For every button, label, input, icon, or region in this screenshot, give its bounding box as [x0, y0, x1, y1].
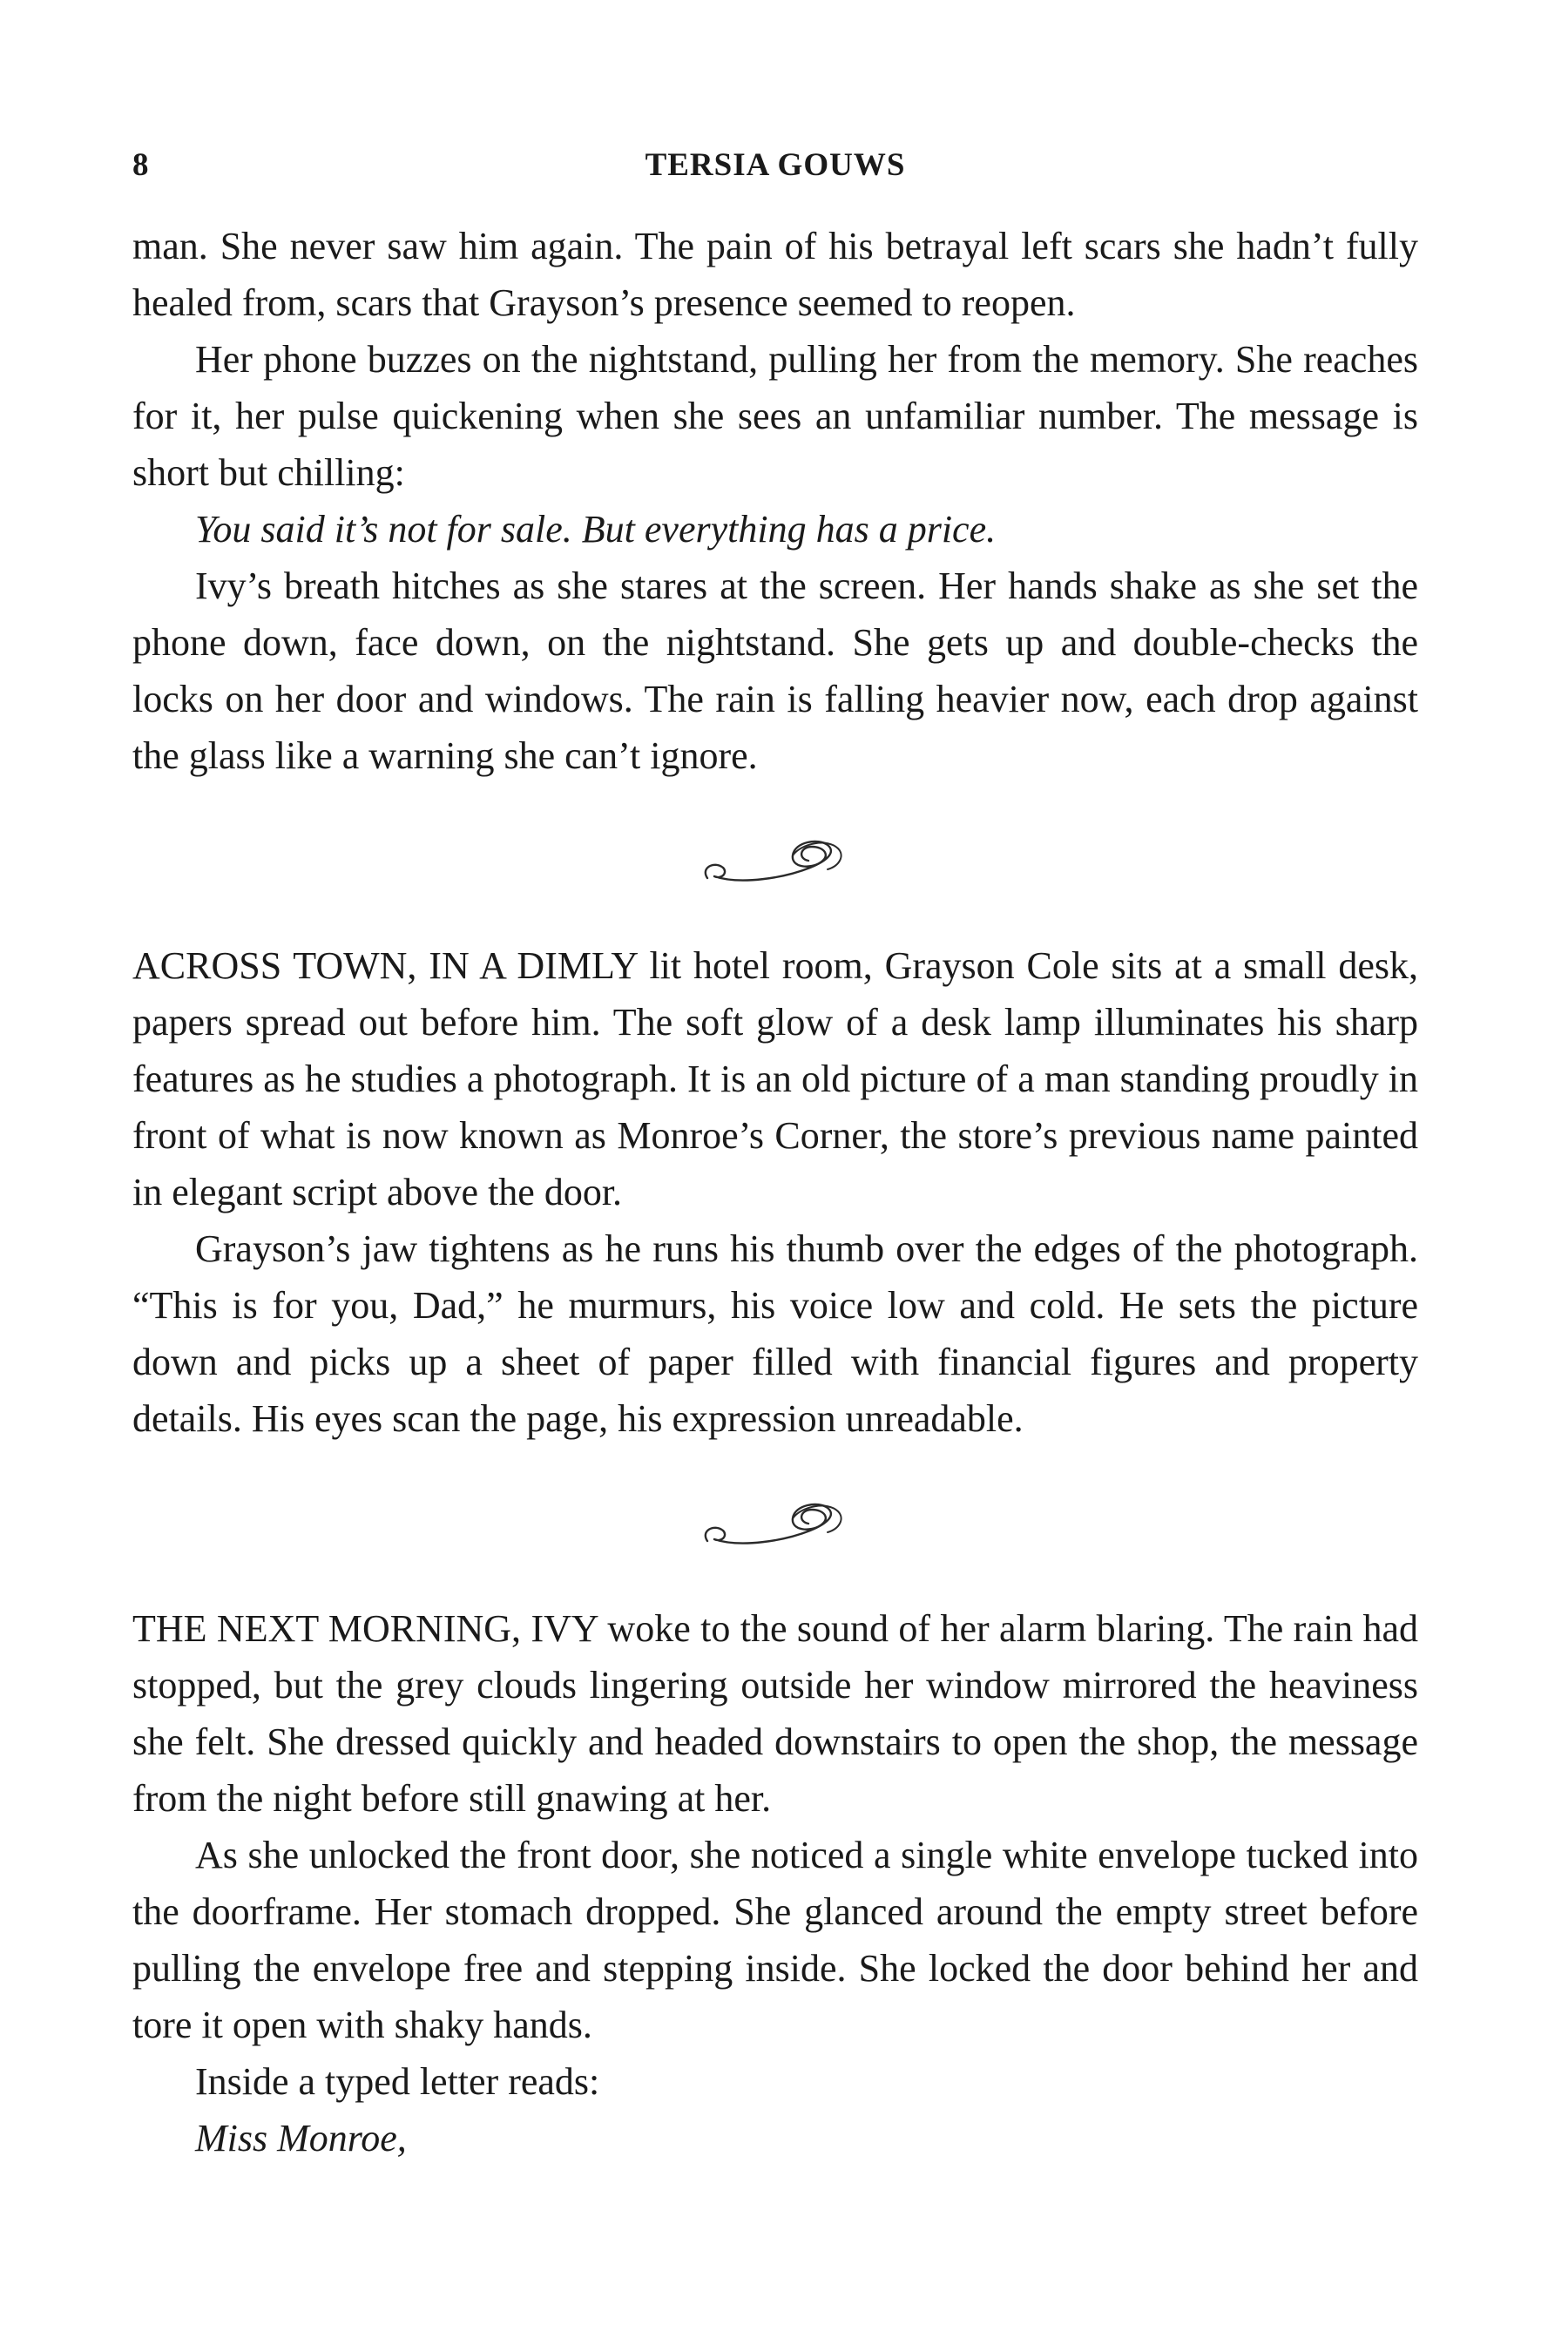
- paragraph: Her phone buzzes on the nightstand, pulling her from the memory. She reaches for it, her pulse quickening when she sees an unfamiliar number. The message is short but chilling:: [132, 338, 1418, 494]
- paragraph: ACROSS TOWN, IN A DIMLY lit hotel room, Grayson Cole sits at a small desk, papers spread out before him. The soft glow of a desk lamp illuminates his sharp features as he studies a photograph. It is an old picture of a man standing proudly in front of what is now known as Monroe’s Corner, the store’s previous name painted in elegant script above the door.: [132, 944, 1418, 1213]
- flourish-divider-icon: [697, 1480, 854, 1567]
- paragraph: man. She never saw him again. The pain of his betrayal left scars she hadn’t fully healed from, scars that Grayson’s presence seemed to reopen.: [132, 225, 1418, 324]
- section-break: [132, 1447, 1418, 1600]
- running-head: [132, 146, 1418, 199]
- italic-message: You said it’s not for sale. But everything has a price.: [195, 508, 997, 551]
- letter-salutation: Miss Monroe,: [195, 2117, 407, 2159]
- section-break: [132, 784, 1418, 937]
- body-text: [132, 218, 1418, 2166]
- book-page: [132, 146, 1418, 2166]
- running-title: TERSIA GOUWS: [645, 147, 906, 183]
- paragraph: Grayson’s jaw tightens as he runs his thumb over the edges of the photograph. “This is for you, Dad,” he murmurs, his voice low and cold. He sets the picture down and picks up a sheet of paper filled with financial figures and property details. His eyes scan the page, his expression unreadable.: [132, 1227, 1418, 1440]
- flourish-divider-icon: [697, 817, 854, 904]
- paragraph: Inside a typed letter reads:: [195, 2060, 600, 2103]
- page-number: 8: [132, 147, 150, 183]
- paragraph: As she unlocked the front door, she noticed a single white envelope tucked into the doorframe. Her stomach dropped. She glanced around the empty street before pulling the envelope free and stepping inside. She locked the door behind her and tore it open with shaky hands.: [132, 1834, 1418, 2046]
- paragraph: THE NEXT MORNING, IVY woke to the sound of her alarm blaring. The rain had stopped, but the grey clouds lingering outside her window mirrored the heaviness she felt. She dressed quickly and headed downstairs to open the shop, the message from the night before still gnawing at her.: [132, 1607, 1418, 1820]
- paragraph: Ivy’s breath hitches as she stares at the screen. Her hands shake as she set the phone down, face down, on the nightstand. She gets up and double-checks the locks on her door and windows. The rain is falling heavier now, each drop against the glass like a warning she can’t ignore.: [132, 564, 1418, 777]
